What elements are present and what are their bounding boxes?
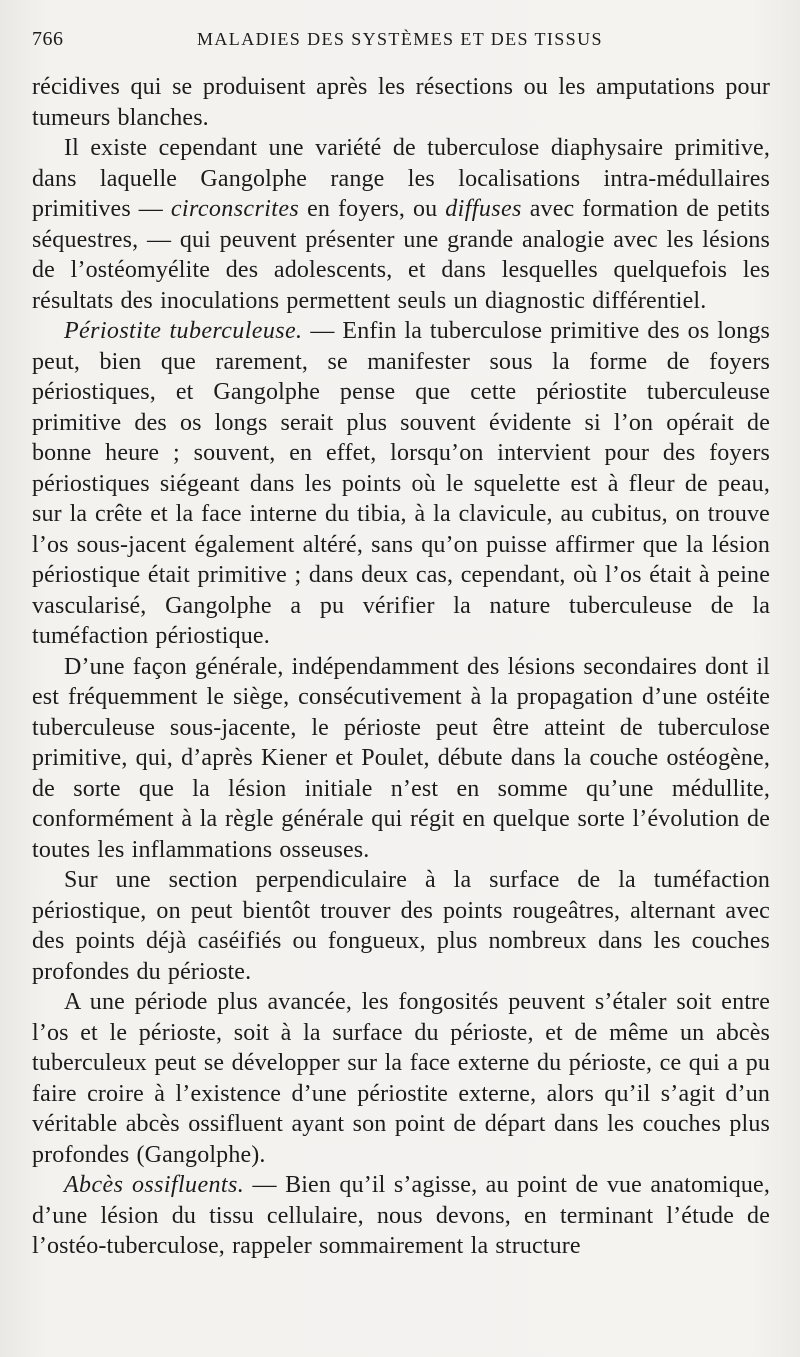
paragraph-diaphyseal-tuberculosis [32,133,770,316]
italic-term-circonscrites: circonscrites [170,196,300,222]
paragraph-text: D’une façon générale, indépendamment des lésions secondaires dont il est fréquemment le siège, consécutivement à la propagation d’une ostéite tuberculeuse sous-jacente, le périoste peut être atteint de tuberculose primitive, qui, d’après Kiener et Poulet, débute dans la couche ostéogène, de sorte que la lésion initiale n’est en somme qu’une médullite, conformément à la règle générale qui régit en quelque sorte l’évolution de toutes les inflammations osseuses. [32,653,770,863]
paragraph-text: Il existe cependant une variété de tuberculose diaphysaire primitive, dans laquelle Gangolphe range les localisations intra-médullaires primitives — [32,135,770,222]
paragraph-text: en foyers, ou [299,196,446,222]
paragraph-text: Sur une section perpendiculaire à la surface de la tuméfaction périostique, on peut bientôt trouver des points rougeâtres, alternant avec des points déjà caséifiés ou fongueux, plus nombreux dans les couches profondes du périoste. [32,867,770,985]
italic-term-diffuses: diffuses [445,196,522,222]
paragraph-section [32,865,770,987]
page-header [32,28,770,62]
paragraph-abces-ossifluents [32,1170,770,1262]
paragraph-continuation [32,72,770,133]
paragraph-general [32,652,770,866]
section-heading-periostite: Périostite tuberculeuse. [64,318,303,344]
paragraph-advanced-period [32,987,770,1170]
paragraph-text: avec formation de petits séquestres, — qui peuvent présenter une grande analogie avec les lésions de l’ostéomyélite des adolescents, et dans lesquelles quelquefois les résultats des inoculations permettent seuls un diagnostic différentiel. [32,196,770,314]
section-heading-abces: Abcès ossifluents. [64,1172,245,1198]
paragraph-text: A une période plus avancée, les fongosités peuvent s’étaler soit entre l’os et le périoste, soit à la surface du périoste, et de même un abcès tuberculeux peut se développer sur la face externe du périoste, ce qui a pu faire croire à l’existence d’une périostite externe, alors qu’il s’agit d’un véritable abcès ossifluent ayant son point de départ dans les couches plus profondes (Gangolphe). [32,989,770,1168]
paragraph-periostite-tuberculeuse [32,316,770,652]
paragraph-text: — Enfin la tuberculose primitive des os longs peut, bien que rarement, se manifester sous la forme de foyers périostiques, et Gangolphe pense que cette périostite tuberculeuse primitive des os longs serait plus souvent évidente si l’on opérait de bonne heure ; souvent, en effet, lorsqu’on intervient pour des foyers périostiques siégeant dans les points où le squelette est à fleur de peau, sur la crête et la face interne du tibia, à la clavicule, au cubitus, on trouve l’os sous-jacent également altéré, sans qu’on puisse affirmer que la lésion périostique était primitive ; dans deux cas, cependant, où l’os était à peine vascularisé, Gangolphe a pu vérifier la nature tuberculeuse de la tuméfaction périostique. [32,318,770,649]
body-text [32,72,770,1262]
paragraph-text: — Bien qu’il s’agisse, au point de vue anatomique, d’une lésion du tissu cellulaire, nous devons, en terminant l’étude de l’ostéo-tuberculose, rappeler sommairement la structure [32,1172,770,1259]
paragraph-text: récidives qui se produisent après les résections ou les amputations pour tumeurs blanches. [32,74,770,131]
running-title: MALADIES DES SYSTÈMES ET DES TISSUS [197,29,603,49]
page-number: 766 [32,28,64,50]
